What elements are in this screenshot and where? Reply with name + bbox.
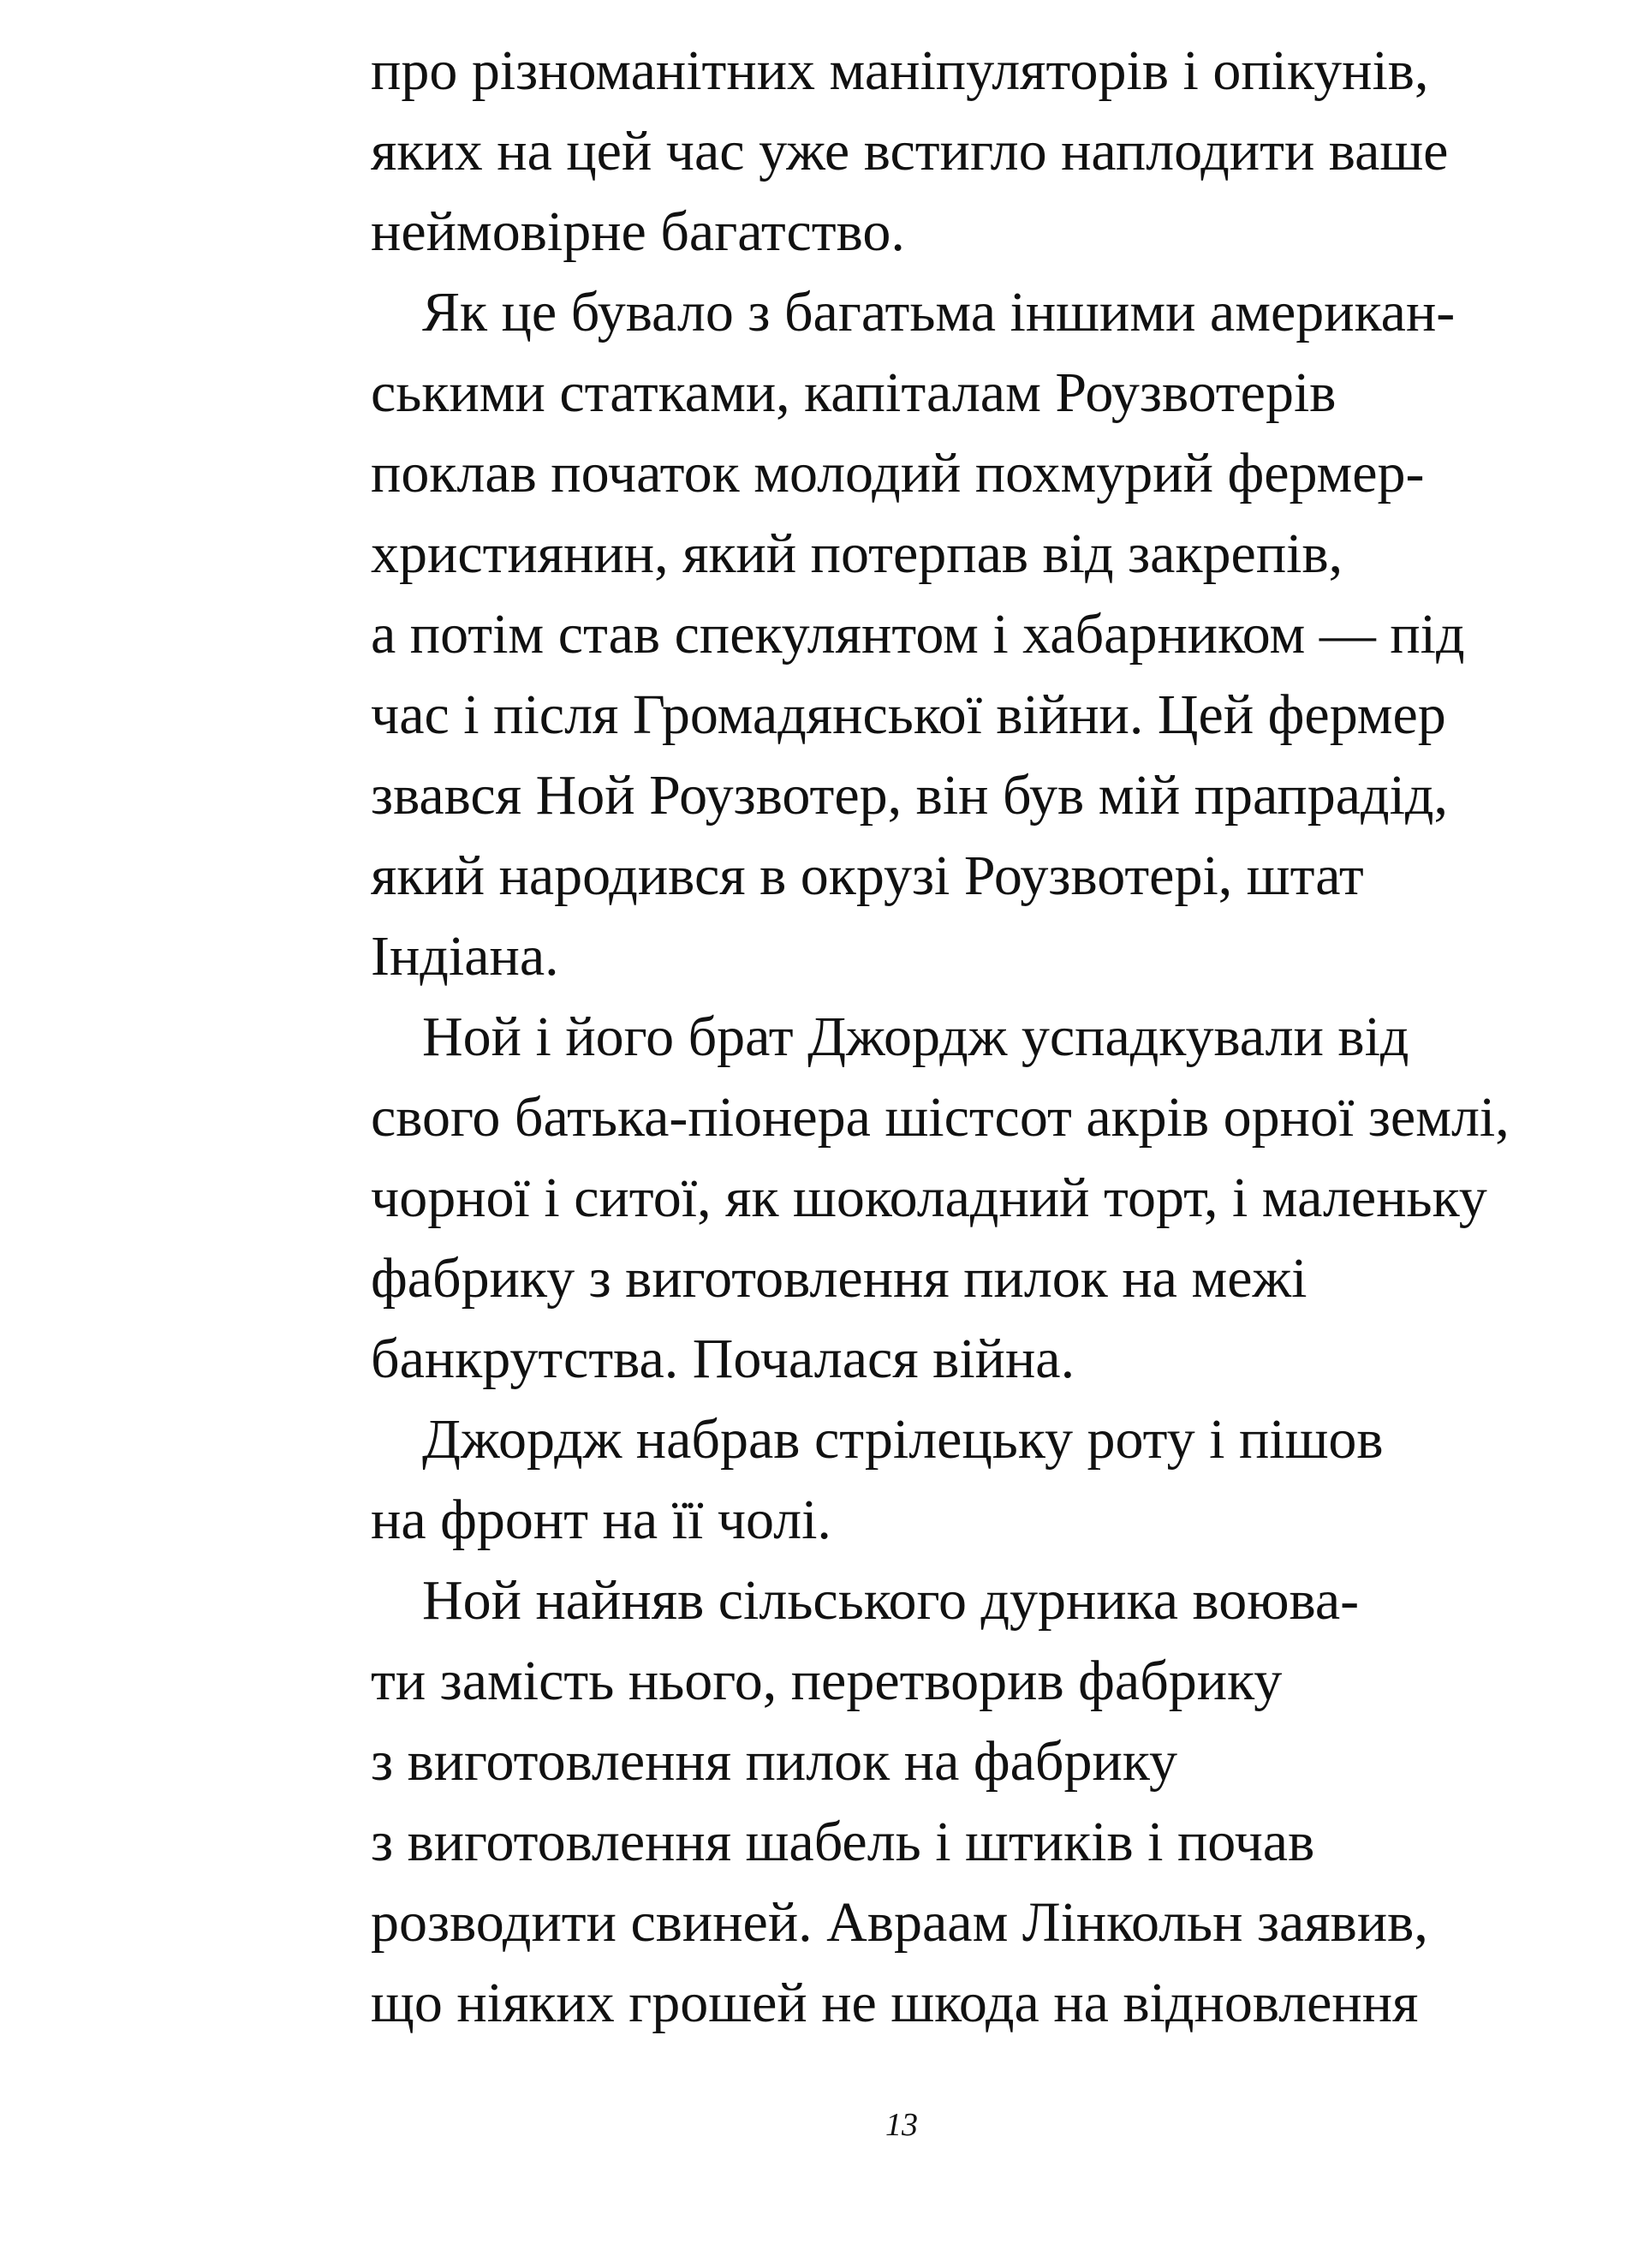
paragraph-first-line: Ной найняв сільського дурника воюва- <box>422 1569 1360 1632</box>
page-number: 13 <box>885 2107 918 2143</box>
text-line: поклав початок молодий похмурий фермер- <box>371 442 1425 504</box>
text-line: з виготовлення пилок на фабрику <box>371 1730 1177 1793</box>
text-line: що ніяких грошей не шкода на відновлення <box>371 1972 1419 2034</box>
paragraph-first-line: Джордж набрав стрілецьку роту і пішов <box>422 1408 1384 1471</box>
text-line: розводити свиней. Авраам Лінкольн заявив, <box>371 1891 1428 1954</box>
text-line: про різноманітних маніпуляторів і опікунів, <box>371 39 1429 102</box>
text-line: християнин, який потерпав від закрепів, <box>371 522 1343 585</box>
text-line: час і після Громадянської війни. Цей фермер <box>371 683 1446 746</box>
text-line: на фронт на її чолі. <box>371 1489 831 1551</box>
paragraph-first-line: Ной і його брат Джордж успадкували від <box>422 1006 1409 1068</box>
text-line: банкрутства. Почалася війна. <box>371 1328 1075 1390</box>
text-line: а потім став спекулянтом і хабарником — під <box>371 603 1465 665</box>
text-line: звався Ной Роузвотер, він був мій прапрадід, <box>371 764 1448 827</box>
text-line: неймовірне багатство. <box>371 200 905 263</box>
text-line: Індіана. <box>371 925 559 988</box>
text-line: свого батька-піонера шістсот акрів орної землі, <box>371 1086 1510 1149</box>
text-line: який народився в окрузі Роузвотері, штат <box>371 845 1364 907</box>
paragraph-first-line: Як це бувало з багатьма іншими американ- <box>422 281 1456 343</box>
text-line: чорної і ситої, як шоколадний торт, і маленьку <box>371 1167 1487 1229</box>
text-line: ськими статками, капіталам Роузвотерів <box>371 361 1337 424</box>
text-line: ти замість нього, перетворив фабрику <box>371 1650 1283 1712</box>
text-line: фабрику з виготовлення пилок на межі <box>371 1247 1307 1310</box>
text-line: яких на цей час уже встигло наплодити ваше <box>371 120 1449 182</box>
text-line: з виготовлення шабель і штиків і почав <box>371 1811 1315 1873</box>
